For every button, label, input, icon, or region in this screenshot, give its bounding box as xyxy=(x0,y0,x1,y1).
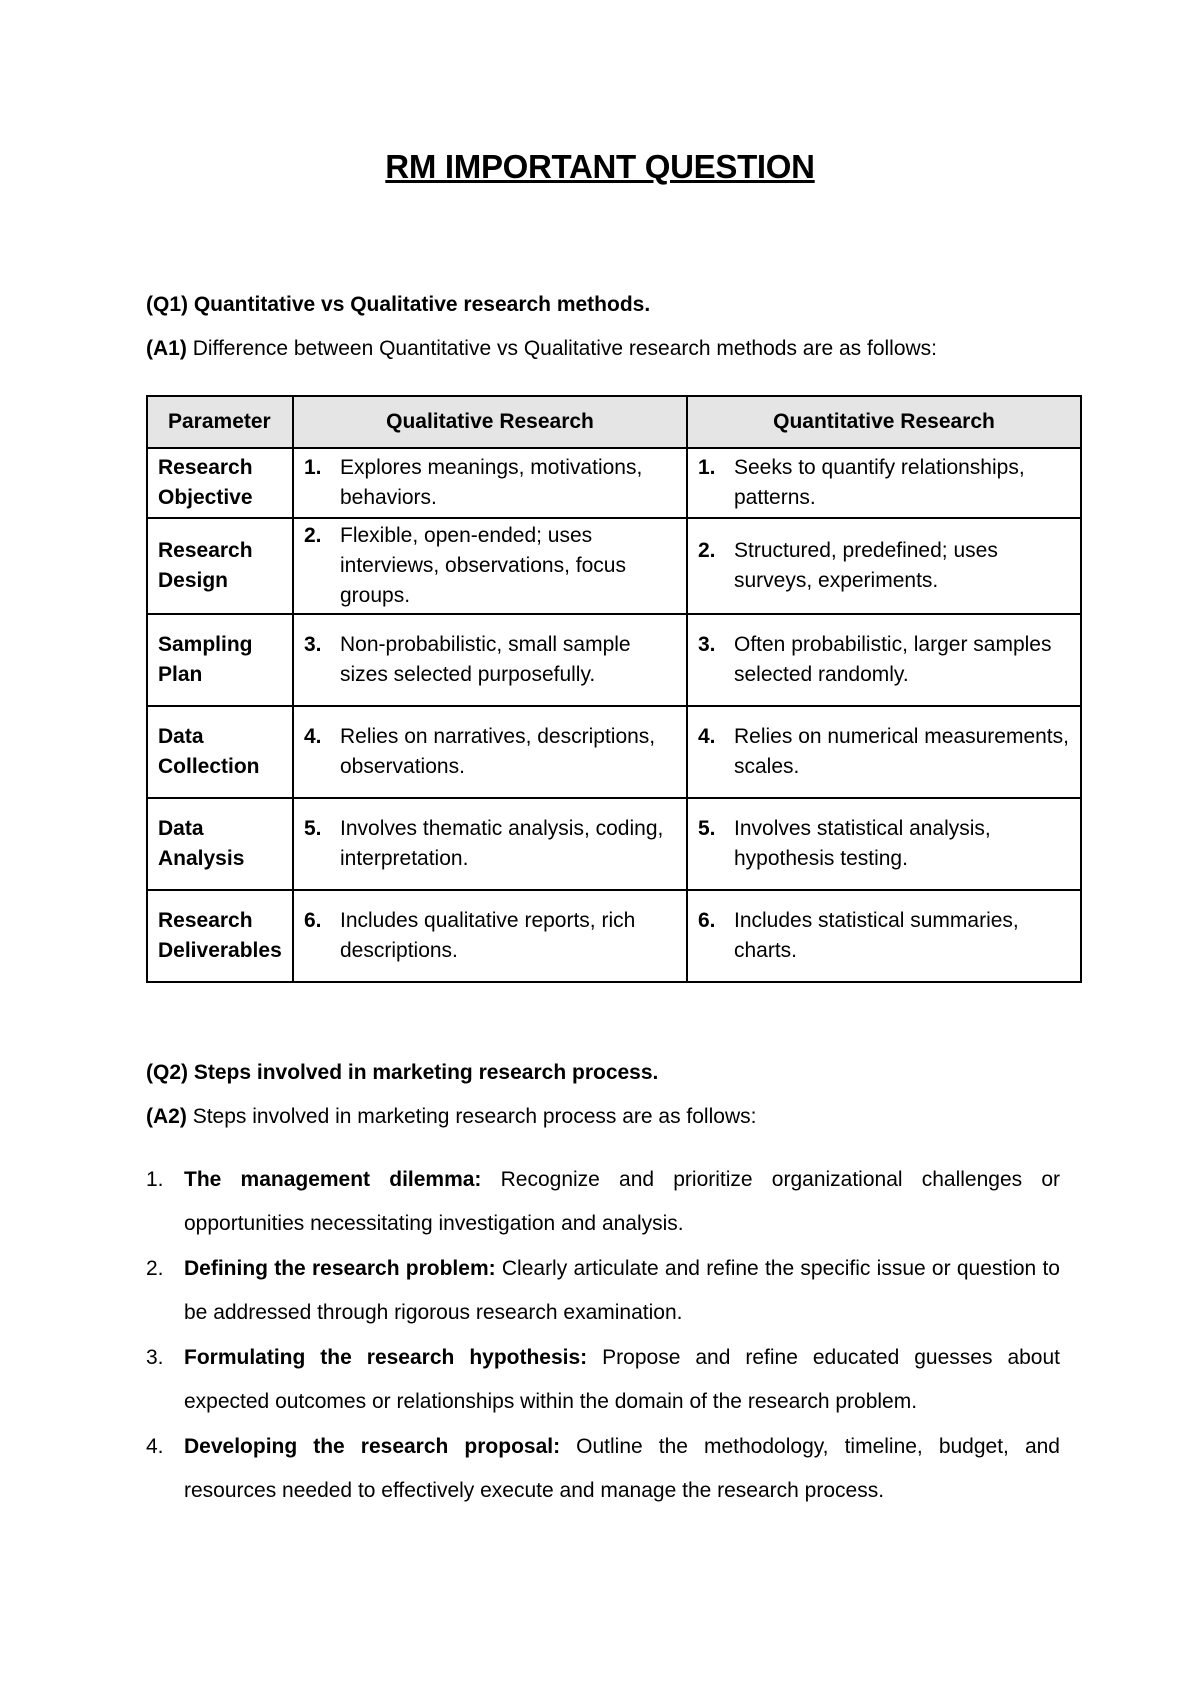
quantitative-text: Structured, predefined; uses surveys, experiments. xyxy=(734,539,998,592)
list-item xyxy=(146,1336,1060,1424)
item-number: 4. xyxy=(698,725,716,748)
item-number: 1. xyxy=(304,456,322,479)
step-description: Recognize and prioritize organizational challenges or opportunities necessitating investigation and analysis. xyxy=(184,1168,1060,1235)
item-number: 6. xyxy=(698,909,716,932)
step-term: Developing the research proposal: xyxy=(184,1435,561,1458)
answer-2-label: (A2) xyxy=(146,1105,187,1128)
list-item xyxy=(146,1247,1060,1335)
step-description: Outline the methodology, timeline, budget, and resources needed to effectively execute and manage the research process. xyxy=(184,1435,1060,1502)
quantitative-cell xyxy=(687,614,1081,706)
question-1-label: (Q1) xyxy=(146,293,188,316)
answer-1 xyxy=(146,337,937,361)
item-number: 3. xyxy=(698,633,716,656)
quantitative-cell xyxy=(687,706,1081,798)
item-number: 2. xyxy=(304,524,322,547)
answer-1-text: Difference between Quantitative vs Qualitative research methods are as follows: xyxy=(192,337,938,360)
quantitative-text: Seeks to quantify relationships, patterns. xyxy=(734,456,1025,509)
qualitative-text: Explores meanings, motivations, behaviors. xyxy=(340,456,643,509)
table-row xyxy=(147,798,1081,890)
qualitative-text: Includes qualitative reports, rich descriptions. xyxy=(340,909,636,962)
question-1 xyxy=(146,293,650,317)
item-number: 5. xyxy=(304,817,322,840)
header-qualitative: Qualitative Research xyxy=(293,396,687,448)
item-number: 6. xyxy=(304,909,322,932)
list-item xyxy=(146,1425,1060,1513)
answer-2-text: Steps involved in marketing research process are as follows: xyxy=(192,1105,757,1128)
qualitative-text: Involves thematic analysis, coding, interpretation. xyxy=(340,817,664,870)
table-row xyxy=(147,448,1081,518)
step-number: 3. xyxy=(146,1346,164,1369)
question-2 xyxy=(146,1061,658,1085)
step-number: 2. xyxy=(146,1257,164,1280)
row-parameter: Research Design xyxy=(147,518,293,614)
header-parameter: Parameter xyxy=(147,396,293,448)
quantitative-cell xyxy=(687,448,1081,518)
answer-1-label: (A1) xyxy=(146,337,187,360)
page-title: RM IMPORTANT QUESTION xyxy=(385,148,815,185)
qualitative-cell xyxy=(293,890,687,982)
row-parameter: Data Analysis xyxy=(147,798,293,890)
comparison-table xyxy=(146,395,1082,983)
header-quantitative: Quantitative Research xyxy=(687,396,1081,448)
step-description: Propose and refine educated guesses about expected outcomes or relationships within the domain of the research problem. xyxy=(184,1346,1060,1413)
quantitative-text: Includes statistical summaries, charts. xyxy=(734,909,1019,962)
row-parameter: Sampling Plan xyxy=(147,614,293,706)
row-parameter: Research Objective xyxy=(147,448,293,518)
qualitative-text: Relies on narratives, descriptions, observations. xyxy=(340,725,656,778)
qualitative-cell xyxy=(293,798,687,890)
step-term: The management dilemma: xyxy=(184,1168,482,1191)
quantitative-text: Involves statistical analysis, hypothesis testing. xyxy=(734,817,991,870)
row-parameter: Research Deliverables xyxy=(147,890,293,982)
quantitative-cell xyxy=(687,798,1081,890)
step-term: Formulating the research hypothesis: xyxy=(184,1346,588,1369)
table-row xyxy=(147,614,1081,706)
item-number: 1. xyxy=(698,456,716,479)
quantitative-text: Relies on numerical measurements, scales. xyxy=(734,725,1069,778)
row-parameter: Data Collection xyxy=(147,706,293,798)
quantitative-cell xyxy=(687,890,1081,982)
step-number: 1. xyxy=(146,1168,164,1191)
qualitative-text: Non-probabilistic, small sample sizes selected purposefully. xyxy=(340,633,631,686)
qualitative-cell xyxy=(293,448,687,518)
steps-list xyxy=(146,1158,1060,1514)
step-description: Clearly articulate and refine the specific issue or question to be addressed through rigorous research examination. xyxy=(184,1257,1060,1324)
question-1-text: Quantitative vs Qualitative research methods. xyxy=(193,293,651,316)
step-term: Defining the research problem: xyxy=(184,1257,496,1280)
answer-2 xyxy=(146,1105,756,1129)
table-row xyxy=(147,706,1081,798)
table-header-row xyxy=(147,396,1081,448)
item-number: 4. xyxy=(304,725,322,748)
list-item xyxy=(146,1158,1060,1246)
item-number: 3. xyxy=(304,633,322,656)
item-number: 2. xyxy=(698,539,716,562)
quantitative-text: Often probabilistic, larger samples selected randomly. xyxy=(734,633,1052,686)
item-number: 5. xyxy=(698,817,716,840)
table-row xyxy=(147,890,1081,982)
question-2-label: (Q2) xyxy=(146,1061,188,1084)
question-2-text: Steps involved in marketing research process. xyxy=(193,1061,659,1084)
qualitative-text: Flexible, open-ended; uses interviews, observations, focus groups. xyxy=(340,524,626,607)
quantitative-cell xyxy=(687,518,1081,614)
step-number: 4. xyxy=(146,1435,164,1458)
qualitative-cell xyxy=(293,706,687,798)
table-row xyxy=(147,518,1081,614)
qualitative-cell xyxy=(293,518,687,614)
qualitative-cell xyxy=(293,614,687,706)
